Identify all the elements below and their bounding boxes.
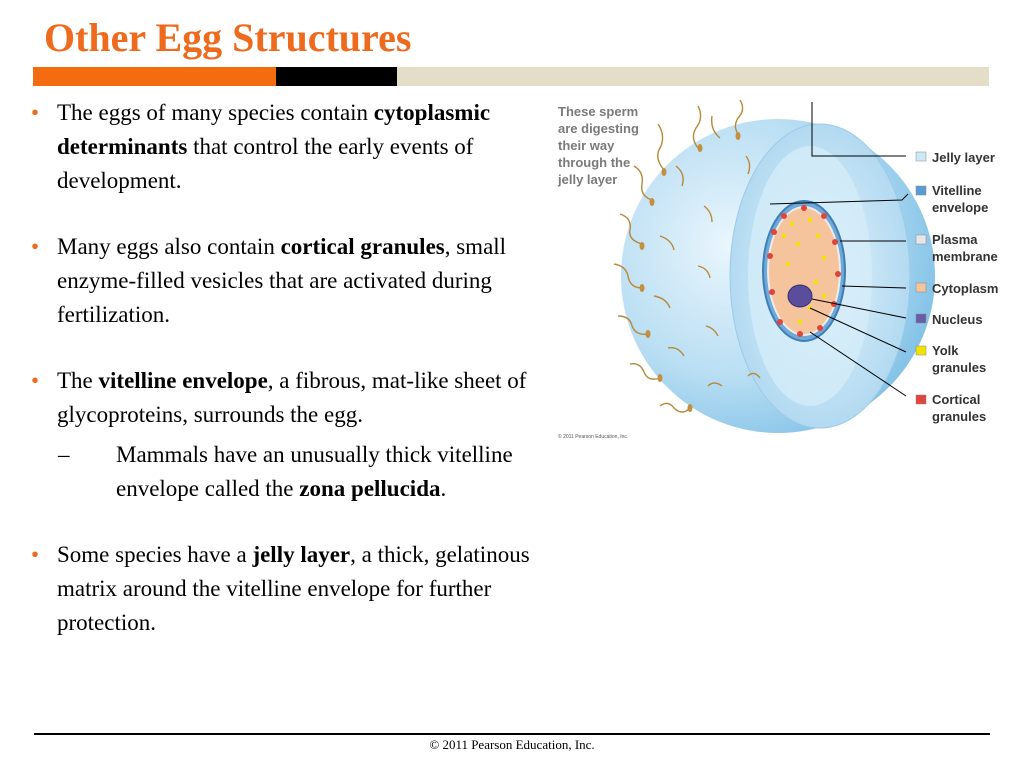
bullet-dot-icon: • bbox=[31, 542, 40, 567]
bullet-text-post: , small enzyme-filled vesicles that are activated during fertilization. bbox=[57, 234, 507, 327]
bullet-text-post: , a fibrous, mat-like sheet of glycoproteins, surrounds the egg. bbox=[57, 368, 527, 427]
sub-bullet-text-post: . bbox=[440, 476, 447, 501]
legend-swatch-nucleus bbox=[916, 314, 926, 323]
slide-title: Other Egg Structures bbox=[44, 15, 412, 60]
legend-label: Jelly layer bbox=[932, 150, 995, 165]
bullet-cytoplasmic-determinants bbox=[28, 96, 558, 198]
sub-bullet-dash-icon: – bbox=[58, 442, 70, 467]
legend-label: membrane bbox=[932, 249, 998, 264]
legend-swatch-vitelline-envelope bbox=[916, 186, 926, 195]
bullet-cortical-granules bbox=[28, 230, 558, 332]
sub-bullet-text-pre: Mammals have an unusually thick vitelline envelope called the bbox=[116, 442, 513, 501]
title-bar-orange bbox=[33, 67, 276, 86]
legend-label: Cortical bbox=[932, 392, 981, 407]
legend-label: Cytoplasm bbox=[932, 281, 999, 296]
egg-structure-figure bbox=[548, 96, 1018, 446]
bullet-term: jelly layer bbox=[252, 542, 351, 567]
legend-swatch-cortical-granules bbox=[916, 395, 926, 404]
title-bar-black bbox=[276, 67, 397, 86]
bullet-text-pre: Many eggs also contain bbox=[57, 234, 281, 259]
caption-line: are digesting bbox=[558, 121, 639, 136]
legend-swatch-yolk-granules bbox=[916, 346, 926, 355]
sub-bullet-zona-pellucida bbox=[58, 438, 558, 506]
sub-bullet-term: zona pellucida bbox=[299, 476, 441, 501]
bullet-list bbox=[28, 96, 558, 640]
bullet-text-post: , a thick, gelatinous matrix around the vitelline envelope for further protection. bbox=[57, 542, 530, 635]
bullet-term: cortical granules bbox=[280, 234, 445, 259]
legend-label: granules bbox=[932, 409, 987, 424]
legend-label: Vitelline bbox=[932, 183, 982, 198]
caption-line: These sperm bbox=[558, 104, 639, 119]
legend-label: Nucleus bbox=[932, 312, 983, 327]
bullet-text-pre: The bbox=[57, 368, 99, 393]
legend-swatch-cytoplasm bbox=[916, 283, 926, 292]
legend-label: Yolk bbox=[932, 343, 959, 358]
caption-line: their way bbox=[558, 138, 615, 153]
nucleus-shape bbox=[788, 285, 812, 307]
bullet-jelly-layer bbox=[28, 538, 558, 640]
legend-swatch-jelly-layer bbox=[916, 152, 926, 161]
title-bar-beige bbox=[397, 67, 989, 86]
figure-copyright: © 2011 Pearson Education, Inc. bbox=[558, 434, 629, 440]
slide-footer: © 2011 Pearson Education, Inc. bbox=[429, 737, 595, 752]
bullet-vitelline-envelope bbox=[28, 364, 558, 432]
bullet-text-pre: Some species have a bbox=[57, 542, 253, 567]
bullet-dot-icon: • bbox=[31, 368, 40, 393]
cytoplasm-shape bbox=[769, 208, 839, 334]
bullet-text-post: that control the early events of development. bbox=[57, 134, 474, 193]
caption-line: through the bbox=[558, 155, 631, 170]
legend-swatch-plasma-membrane bbox=[916, 235, 926, 244]
legend-label: envelope bbox=[932, 200, 989, 215]
bullet-text-pre: The eggs of many species contain bbox=[57, 100, 374, 125]
sperm-caption bbox=[557, 104, 639, 187]
legend-label: Plasma bbox=[932, 232, 978, 247]
legend-label: granules bbox=[932, 360, 987, 375]
bullet-term: vitelline envelope bbox=[98, 368, 268, 393]
bullet-term: cytoplasmic determinants bbox=[57, 100, 491, 159]
footer-divider bbox=[34, 733, 990, 735]
caption-line: jelly layer bbox=[558, 172, 618, 187]
bullet-dot-icon: • bbox=[31, 100, 40, 125]
bullet-dot-icon: • bbox=[31, 234, 40, 259]
